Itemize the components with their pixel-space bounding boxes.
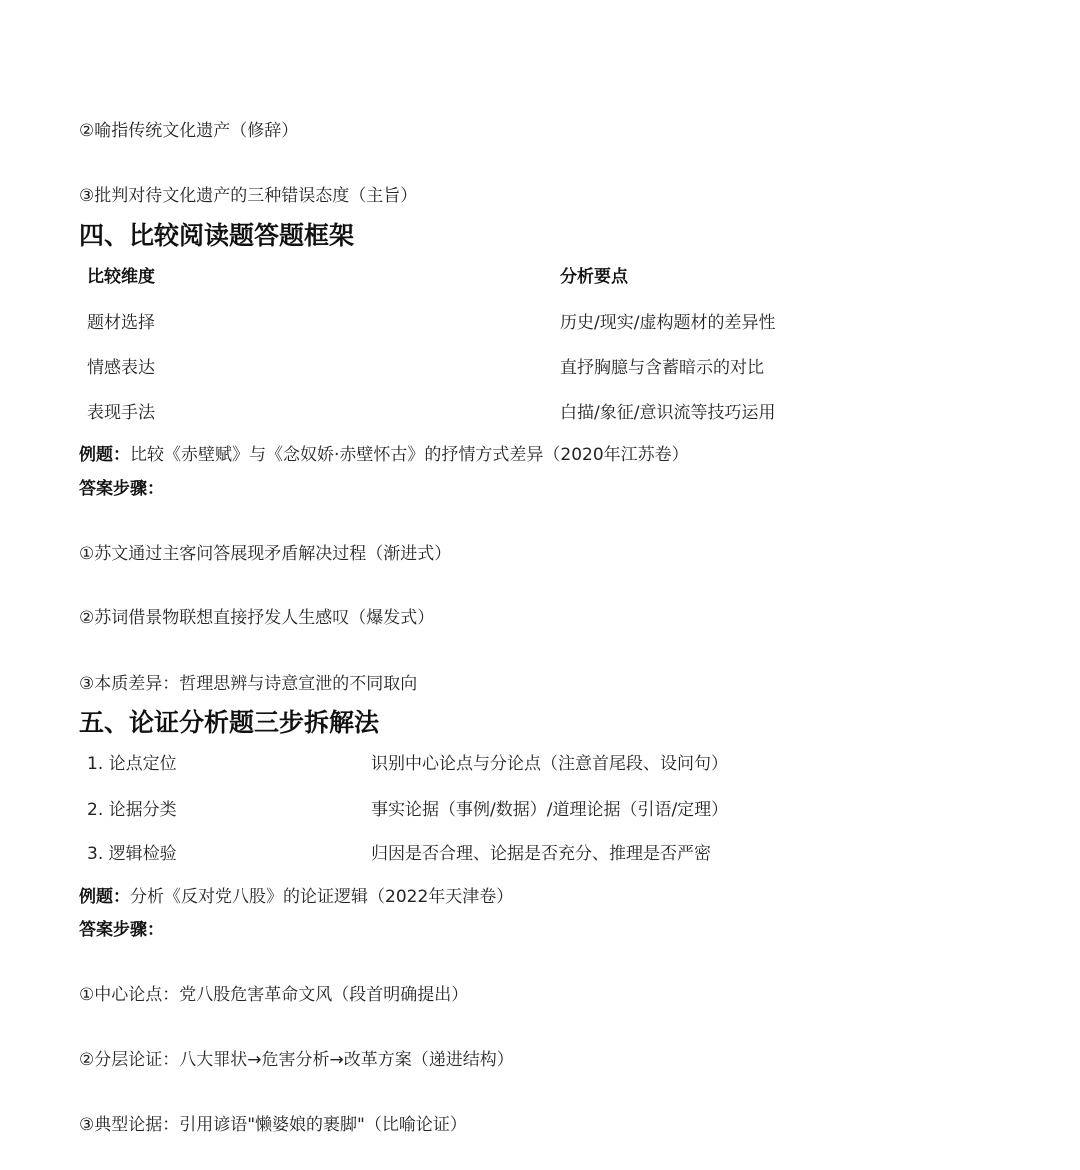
table-cell: 历史/现实/虚构题材的差异性 <box>560 313 776 333</box>
table-cell: 3. 逻辑检验 <box>87 844 177 864</box>
table-cell: 表现手法 <box>87 403 155 423</box>
example-label: 例题： <box>79 887 130 907</box>
section-4-step-3: ③本质差异：哲理思辨与诗意宣泄的不同取向 <box>79 674 418 694</box>
section-4-step-1: ①苏文通过主客问答展现矛盾解决过程（渐进式） <box>79 544 452 564</box>
table-cell: 题材选择 <box>87 313 155 333</box>
section-4-step-2: ②苏词借景物联想直接抒发人生感叹（爆发式） <box>79 608 435 628</box>
table-cell: 2. 论据分类 <box>87 800 177 820</box>
intro-item-3: ③批判对待文化遗产的三种错误态度（主旨） <box>79 186 418 206</box>
section-4-steps-label: 答案步骤： <box>79 479 164 499</box>
section-5-step-3: ③典型论据：引用谚语"懒婆娘的裹脚"（比喻论证） <box>79 1115 467 1135</box>
section-4-example <box>79 443 689 467</box>
example-text: 分析《反对党八股》的论证逻辑（2022年天津卷） <box>130 887 514 907</box>
example-label: 例题： <box>79 445 130 465</box>
table-cell: 1. 论点定位 <box>87 754 177 774</box>
table-cell: 直抒胸臆与含蓄暗示的对比 <box>560 358 764 378</box>
table-cell: 识别中心论点与分论点（注意首尾段、设问句） <box>371 754 728 774</box>
section-5-steps-label: 答案步骤： <box>79 920 164 940</box>
table-header-points: 分析要点 <box>560 267 628 287</box>
section-5-step-2: ②分层论证：八大罪状→危害分析→改革方案（递进结构） <box>79 1050 514 1070</box>
table-cell: 白描/象征/意识流等技巧运用 <box>560 403 776 423</box>
section-5-step-1: ①中心论点：党八股危害革命文风（段首明确提出） <box>79 985 469 1005</box>
table-header-dimension: 比较维度 <box>87 267 155 287</box>
intro-item-2: ②喻指传统文化遗产（修辞） <box>79 121 299 141</box>
example-text: 比较《赤壁赋》与《念奴娇·赤壁怀古》的抒情方式差异（2020年江苏卷） <box>130 445 689 465</box>
section-5-title: 五、论证分析题三步拆解法 <box>79 708 380 737</box>
section-5-example <box>79 885 513 909</box>
table-cell: 事实论据（事例/数据）/道理论据（引语/定理） <box>371 800 729 820</box>
table-cell: 情感表达 <box>87 358 155 378</box>
section-4-title: 四、比较阅读题答题框架 <box>79 221 355 250</box>
table-cell: 归因是否合理、论据是否充分、推理是否严密 <box>371 844 711 864</box>
